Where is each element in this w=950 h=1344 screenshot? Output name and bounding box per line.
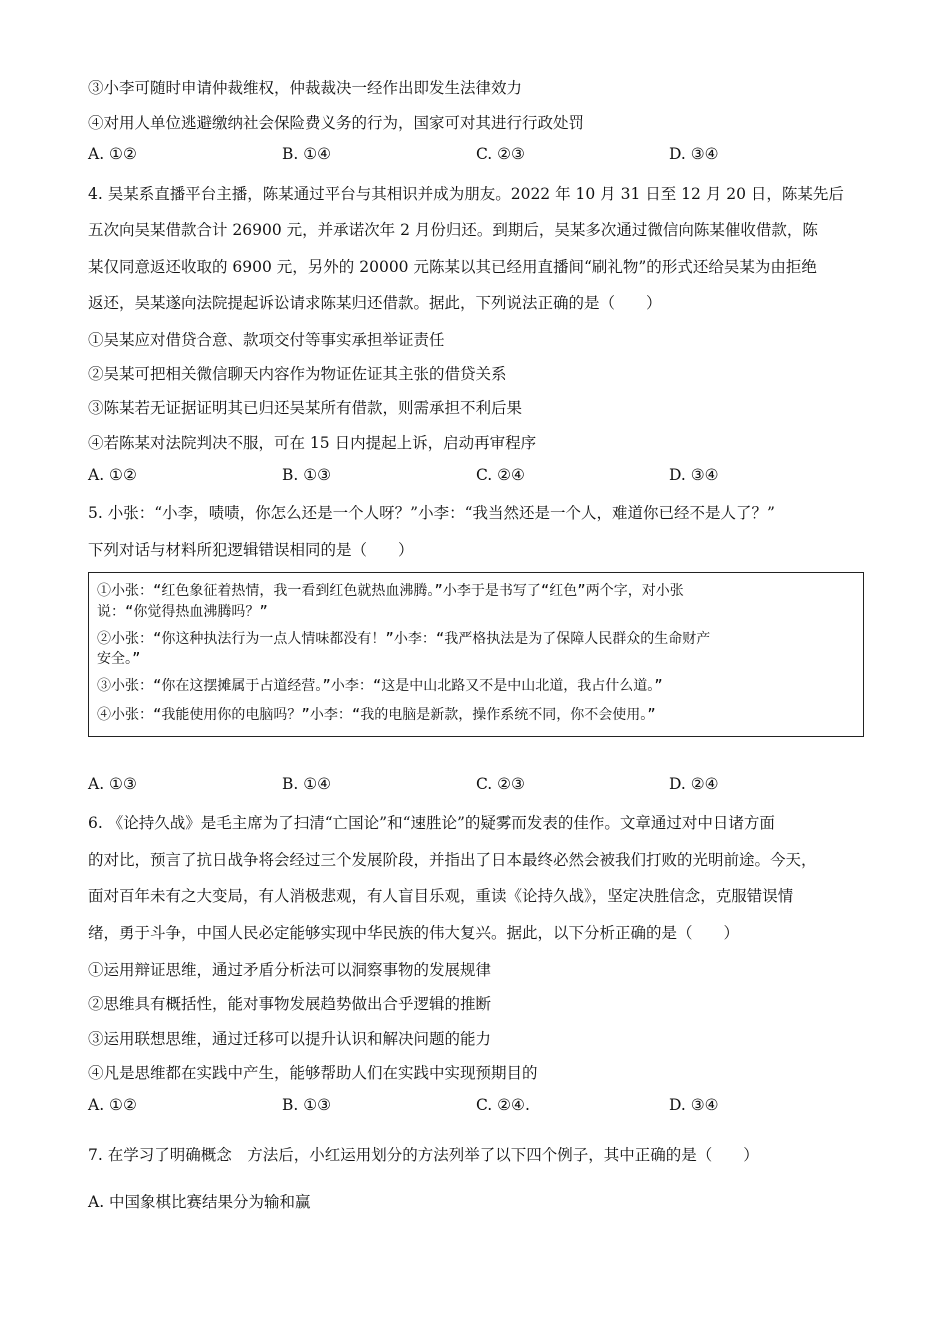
- q7-stem-line: 7. 在学习了明确概念 方法后，小红运用划分的方法列举了以下四个例子，其中正确的是（ ）: [88, 1146, 759, 1164]
- q4-stem-line: 某仅同意返还收取的 6900 元，另外的 20000 元陈某以其已经用直播间“刷礼物”的形式还给吴某为由拒绝: [88, 258, 817, 276]
- q6-option-c[interactable]: C. ②④.: [476, 1096, 530, 1114]
- q5-box-line: ④小张：“我能使用你的电脑吗？”小李：“我的电脑是新款，操作系统不同，你不会使用。”: [97, 707, 656, 723]
- q4-option-d[interactable]: D. ③④: [669, 466, 719, 484]
- q5-options: [88, 775, 868, 799]
- q4-options: [88, 466, 868, 490]
- q6-statement-3: ③运用联想思维，通过迁移可以提升认识和解决问题的能力: [88, 1030, 492, 1048]
- q4-option-b[interactable]: B. ①③: [282, 466, 332, 484]
- q3-statement-4: ④对用人单位逃避缴纳社会保险费义务的行为，国家可对其进行行政处罚: [88, 114, 585, 132]
- q3-option-b[interactable]: B. ①④: [282, 145, 332, 163]
- q6-statement-1: ①运用辩证思维，通过矛盾分析法可以洞察事物的发展规律: [88, 961, 492, 979]
- q3-option-a[interactable]: A. ①②: [88, 145, 137, 163]
- q5-option-d[interactable]: D. ②④: [669, 775, 719, 793]
- q5-option-c[interactable]: C. ②③: [476, 775, 525, 793]
- q6-statement-4: ④凡是思维都在实践中产生，能够帮助人们在实践中实现预期目的: [88, 1064, 538, 1082]
- q7-option-a[interactable]: A. 中国象棋比赛结果分为输和赢: [88, 1193, 311, 1211]
- q6-option-a[interactable]: A. ①②: [88, 1096, 137, 1114]
- q4-statement-3: ③陈某若无证据证明其已归还吴某所有借款，则需承担不利后果: [88, 399, 523, 417]
- q5-box-line: ①小张：“红色象征着热情，我一看到红色就热血沸腾。”小李于是书写了“红色”两个字，对小张: [97, 583, 684, 599]
- q3-options: [88, 145, 868, 169]
- q4-option-a[interactable]: A. ①②: [88, 466, 137, 484]
- q3-statement-3: ③小李可随时申请仲裁维权，仲裁裁决一经作出即发生法律效力: [88, 79, 523, 97]
- q4-statement-1: ①吴某应对借贷合意、款项交付等事实承担举证责任: [88, 331, 445, 349]
- q5-stem-line: 5. 小张：“小李，啧啧，你怎么还是一个人呀？”小李：“我当然还是一个人，难道你已经不是人了？”: [88, 504, 775, 522]
- q4-stem-line: 返还，吴某遂向法院提起诉讼请求陈某归还借款。据此，下列说法正确的是（ ）: [88, 294, 662, 312]
- q6-option-d[interactable]: D. ③④: [669, 1096, 719, 1114]
- q5-box-line: 安全。”: [97, 651, 141, 667]
- q5-dialogue-box: [88, 572, 864, 737]
- q5-option-b[interactable]: B. ①④: [282, 775, 332, 793]
- q5-option-a[interactable]: A. ①③: [88, 775, 137, 793]
- q4-stem-line: 五次向吴某借款合计 26900 元，并承诺次年 2 月份归还。到期后，吴某多次通过微信向陈某催收借款，陈: [88, 221, 818, 239]
- q6-stem-line: 的对比，预言了抗日战争将会经过三个发展阶段，并指出了日本最终必然会被我们打败的光明前途。今天，: [88, 851, 817, 869]
- q5-box-line: ③小张：“你在这摆摊属于占道经营。”小李：“这是中山北路又不是中山北道，我占什么道。”: [97, 678, 663, 694]
- q6-stem-line: 6. 《论持久战》是毛主席为了扫清“亡国论”和“速胜论”的疑雾而发表的佳作。文章通过对中日诸方面: [88, 814, 775, 832]
- q3-option-d[interactable]: D. ③④: [669, 145, 719, 163]
- q4-stem-line: 4. 吴某系直播平台主播，陈某通过平台与其相识并成为朋友。2022 年 10 月 31 日至 12 月 20 日，陈某先后: [88, 185, 844, 203]
- q6-stem-line: 面对百年未有之大变局，有人消极悲观，有人盲目乐观，重读《论持久战》，坚定决胜信念，克服错误情: [88, 887, 794, 905]
- q3-option-c[interactable]: C. ②③: [476, 145, 525, 163]
- q4-statement-4: ④若陈某对法院判决不服，可在 15 日内提起上诉，启动再审程序: [88, 434, 537, 452]
- q4-option-c[interactable]: C. ②④: [476, 466, 525, 484]
- q5-box-line: 说：“你觉得热血沸腾吗？”: [97, 604, 268, 620]
- q4-statement-2: ②吴某可把相关微信聊天内容作为物证佐证其主张的借贷关系: [88, 365, 507, 383]
- q5-stem-line: 下列对话与材料所犯逻辑错误相同的是（ ）: [88, 541, 414, 559]
- q6-option-b[interactable]: B. ①③: [282, 1096, 332, 1114]
- q6-stem-line: 绪，勇于斗争，中国人民必定能够实现中华民族的伟大复兴。据此，以下分析正确的是（ ）: [88, 924, 740, 942]
- q6-statement-2: ②思维具有概括性，能对事物发展趋势做出合乎逻辑的推断: [88, 995, 492, 1013]
- q6-options: [88, 1096, 868, 1120]
- q5-box-line: ②小张：“你这种执法行为一点人情味都没有！”小李：“我严格执法是为了保障人民群众的生命财产: [97, 631, 711, 647]
